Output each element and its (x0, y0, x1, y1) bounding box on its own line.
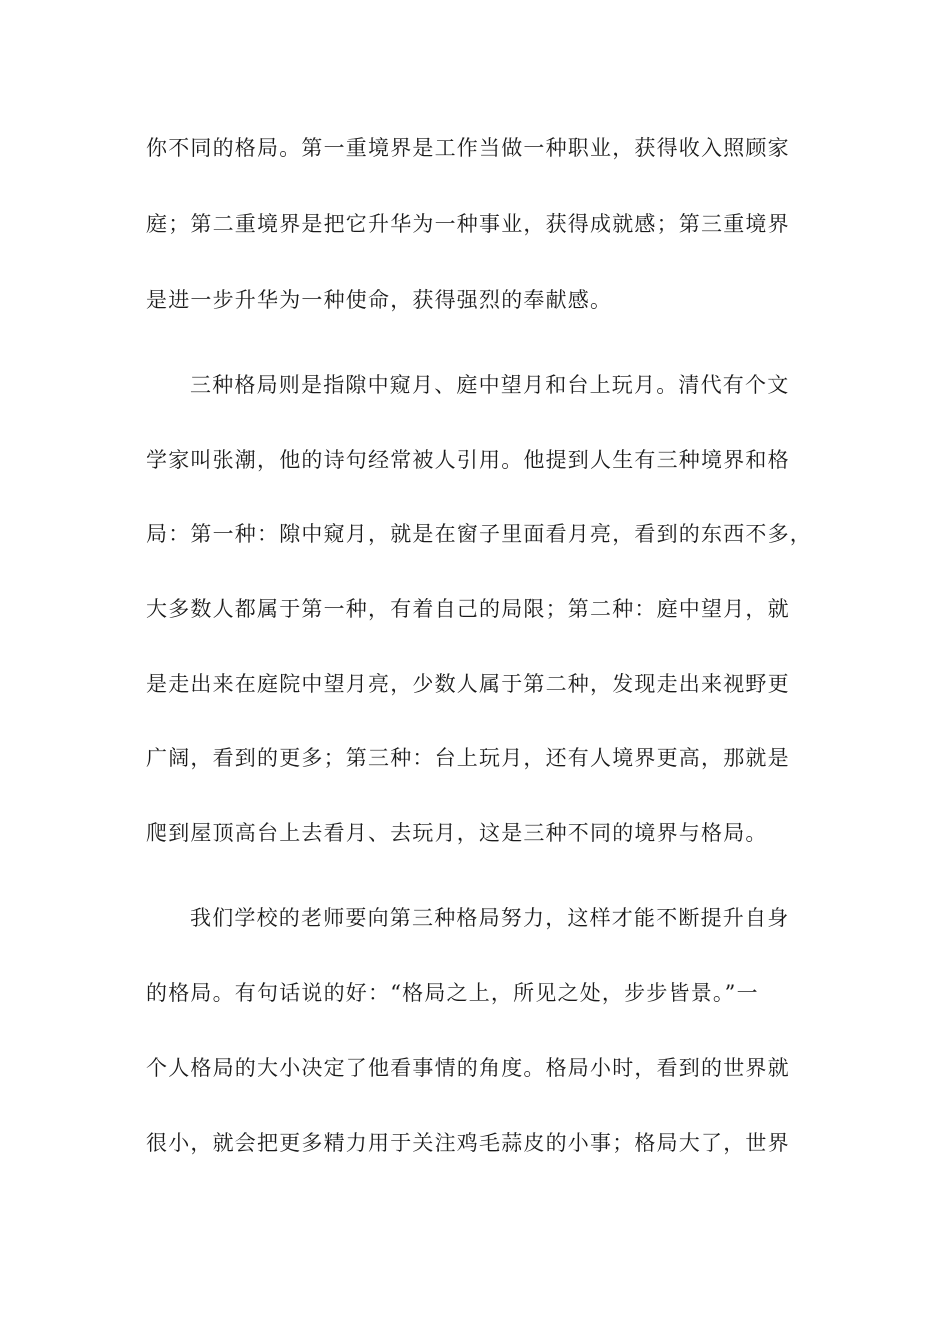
paragraph-first-line: 三种格局则是指隙中窥月、庭中望月和台上玩月。清代有个文 (190, 373, 790, 397)
text-line: 大多数人都属于第一种，有着自己的局限；第二种：庭中望月，就 (146, 597, 790, 621)
text-line: 学家叫张潮，他的诗句经常被人引用。他提到人生有三种境界和格 (146, 448, 790, 472)
text-line: 是走出来在庭院中望月亮，少数人属于第二种，发现走出来视野更 (146, 672, 790, 696)
text-line: 是进一步升华为一种使命，获得强烈的奉献感。 (146, 288, 613, 312)
text-line: 爬到屋顶高台上去看月、去玩月，这是三种不同的境界与格局。 (146, 821, 768, 845)
text-line: 很小，就会把更多精力用于关注鸡毛蒜皮的小事；格局大了，世界 (146, 1131, 790, 1155)
text-line: 你不同的格局。第一重境界是工作当做一种职业，获得收入照顾家 (146, 136, 790, 160)
text-line: 局：第一种：隙中窥月，就是在窗子里面看月亮，看到的东西不多， (146, 522, 812, 546)
paragraph-first-line: 我们学校的老师要向第三种格局努力，这样才能不断提升自身 (190, 906, 790, 930)
text-line: 广阔，看到的更多；第三种：台上玩月，还有人境界更高，那就是 (146, 746, 790, 770)
text-line: 个人格局的大小决定了他看事情的角度。格局小时，看到的世界就 (146, 1056, 790, 1080)
text-line: 庭；第二重境界是把它升华为一种事业，获得成就感；第三重境界 (146, 212, 790, 236)
text-line: 的格局。有句话说的好：“格局之上，所见之处，步步皆景。”一 (146, 981, 759, 1005)
